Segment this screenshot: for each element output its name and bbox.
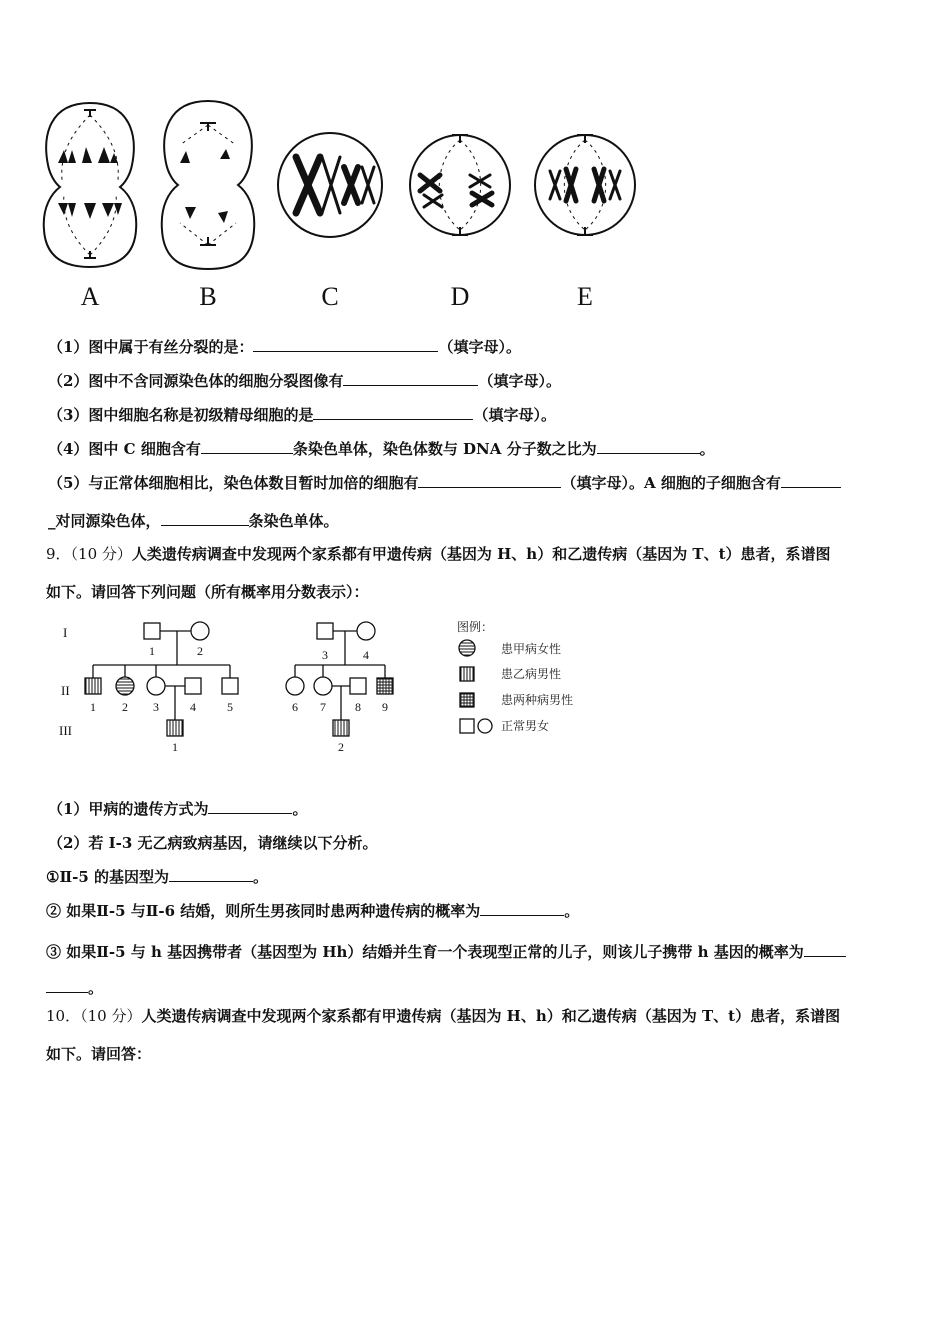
- answer-blank[interactable]: [208, 799, 292, 814]
- legend-item-4: 正常男女: [501, 719, 550, 733]
- answer-blank[interactable]: [804, 942, 846, 957]
- gen-iii-label: III: [59, 723, 72, 738]
- id-II-9: 9: [382, 700, 388, 714]
- gen-i-label: I: [63, 625, 68, 640]
- id-I-4: 4: [363, 648, 369, 662]
- q9-intro: 9．（10 分）人类遗传病调查中发现两个家系都有甲遗传病（基因为 H、h）和乙遗传病（基因为 T、t）患者，系谱图 如下。请回答下列问题（所有概率用分数表示）：: [46, 545, 831, 601]
- answer-blank[interactable]: [418, 473, 561, 488]
- answer-blank[interactable]: [480, 901, 564, 916]
- answer-blank[interactable]: [253, 337, 438, 352]
- answer-blank[interactable]: [161, 511, 249, 526]
- label-b: B: [199, 282, 217, 311]
- id-II-2: 2: [122, 700, 128, 714]
- label-e: E: [577, 282, 593, 311]
- id-II-5: 5: [227, 700, 233, 714]
- q8-part3: （3）图中细胞名称是初级精母细胞的是 （填字母）。: [48, 406, 556, 424]
- answer-blank[interactable]: [343, 371, 478, 386]
- answer-blank[interactable]: [781, 473, 841, 488]
- label-c: C: [321, 282, 339, 311]
- q8-part2: （2）图中不含同源染色体的细胞分裂图像有 （填字母）。: [48, 372, 561, 390]
- legend-title: 图例：: [457, 620, 494, 634]
- cell-a: [44, 103, 137, 267]
- q8-part5-cont: _对同源染色体， 条染色单体。: [48, 512, 339, 530]
- q9-part2c: ③ 如果Ⅱ-5 与 h 基因携带者（基因型为 Hh）结婚并生育一个表现型正常的儿子，则该儿子携带 h 基因的概率为 。: [46, 934, 906, 1006]
- q9-part1: （1）甲病的遗传方式为 。: [48, 800, 308, 818]
- q10-intro: 10．（10 分）人类遗传病调查中发现两个家系都有甲遗传病（基因为 H、h）和乙遗传病（基因为 T、t）患者，系谱图 如下。请回答：: [46, 1007, 841, 1063]
- id-III-1: 1: [172, 740, 178, 754]
- gen-ii-label: II: [61, 683, 70, 698]
- id-III-2: 2: [338, 740, 344, 754]
- cell-e: [535, 135, 635, 235]
- legend-item-3: 患两种病男性: [501, 693, 574, 707]
- cell-c: [278, 133, 382, 237]
- answer-blank[interactable]: [169, 867, 253, 882]
- legend-item-2: 患乙病男性: [501, 667, 562, 681]
- q9-part2a: ①Ⅱ-5 的基因型为 。: [46, 868, 268, 886]
- answer-blank-cont[interactable]: [46, 978, 88, 993]
- id-II-1: 1: [90, 700, 96, 714]
- id-II-4: 4: [190, 700, 196, 714]
- q8-part1: （1）图中属于有丝分裂的是： （填字母）。: [48, 338, 521, 356]
- id-II-7: 7: [320, 700, 326, 714]
- q8-part5: （5）与正常体细胞相比，染色体数目暂时加倍的细胞有 （填字母）。A 细胞的子细胞含有: [48, 472, 841, 493]
- id-II-8: 8: [355, 700, 361, 714]
- legend-item-1: 患甲病女性: [501, 642, 562, 656]
- q9-part2b: ② 如果Ⅱ-5 与Ⅱ-6 结婚，则所生男孩同时患两种遗传病的概率为 。: [46, 902, 580, 920]
- answer-blank[interactable]: [201, 439, 293, 454]
- cell-d: [410, 135, 510, 235]
- answer-blank[interactable]: [597, 439, 700, 454]
- id-I-1: 1: [149, 644, 155, 658]
- label-a: A: [80, 282, 100, 311]
- id-I-2: 2: [197, 644, 203, 658]
- cell-b: [162, 101, 255, 269]
- pedigree-figure: [55, 615, 615, 760]
- id-II-3: 3: [153, 700, 159, 714]
- q9-part2: （2）若 I-3 无乙病致病基因，请继续以下分析。: [48, 834, 378, 852]
- answer-blank[interactable]: [313, 405, 473, 420]
- id-I-3: 3: [322, 648, 328, 662]
- q8-part4: （4）图中 C 细胞含有 条染色单体，染色体数与 DNA 分子数之比为 。: [48, 440, 715, 458]
- cell-division-figure: [40, 95, 660, 315]
- id-II-6: 6: [292, 700, 298, 714]
- label-d: D: [450, 282, 470, 311]
